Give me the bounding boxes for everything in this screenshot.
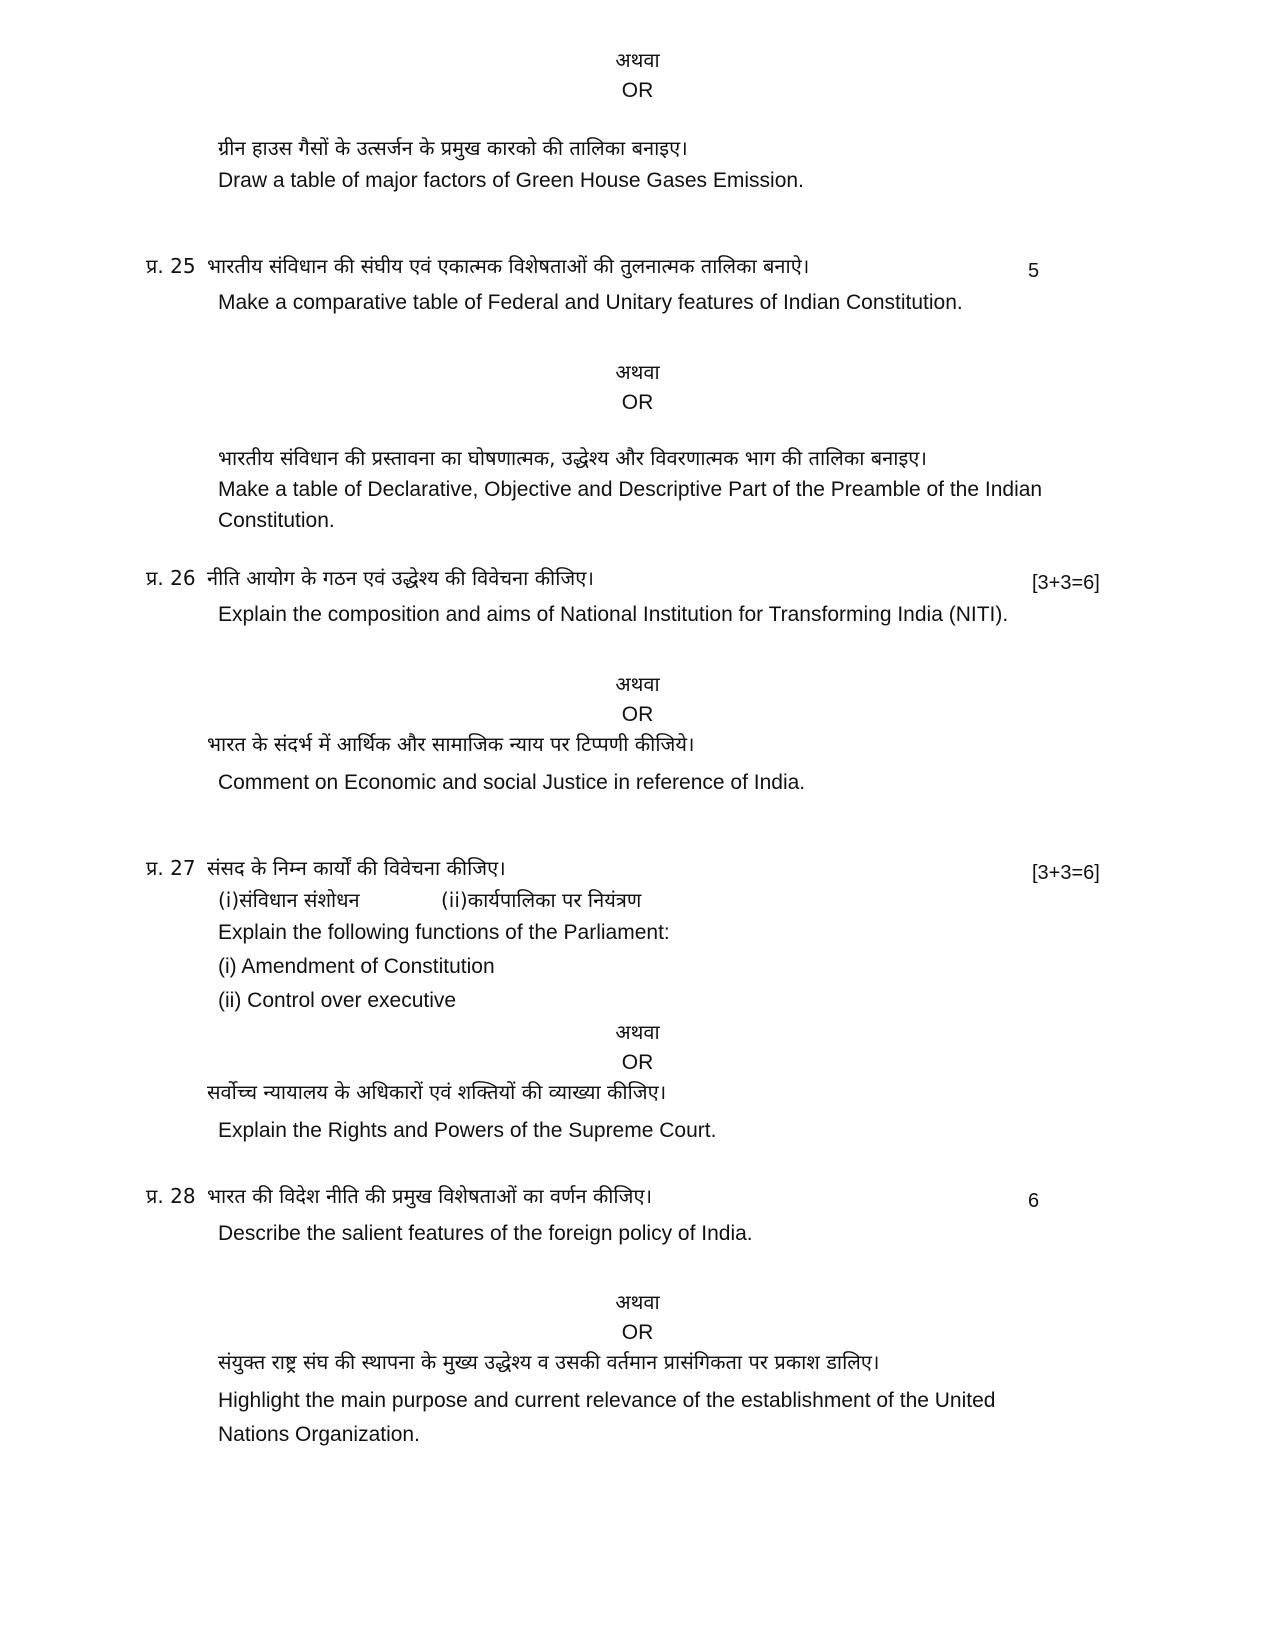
alternative-question-hindi: संयुक्त राष्ट्र संघ की स्थापना के मुख्य उद्धेश्य व उसकी वर्तमान प्रासंगिकता पर प्रकाश डालिए। (218, 1350, 880, 1374)
alternative-question-english-continued: Constitution. (218, 509, 335, 532)
or-divider-english: OR (621, 703, 654, 726)
alternative-question-hindi: भारतीय संविधान की प्रस्तावना का घोषणात्मक, उद्धेश्य और विवरणात्मक भाग की तालिका बनाइए। (218, 446, 927, 470)
alternative-question-english: Comment on Economic and social Justice in reference of India. (218, 771, 806, 794)
or-divider-english: OR (621, 79, 654, 102)
or-divider-hindi: अथवा (615, 1020, 660, 1044)
question-marks: [3+3=6] (1032, 572, 1100, 594)
or-divider-hindi: अथवा (615, 360, 660, 384)
sub-part-english-1: (i) Amendment of Constitution (218, 955, 495, 978)
or-divider-hindi: अथवा (615, 672, 660, 696)
question-marks: 5 (1028, 260, 1040, 282)
or-divider-english: OR (621, 1051, 654, 1074)
question-hindi: नीति आयोग के गठन एवं उद्धेश्य की विवेचना कीजिए। (207, 566, 594, 590)
alternative-question-hindi: भारत के संदर्भ में आर्थिक और सामाजिक न्याय पर टिप्पणी कीजिये। (207, 732, 695, 756)
question-english: Explain the composition and aims of National Institution for Transforming India (NITI). (218, 603, 1009, 626)
question-hindi: भारत की विदेश नीति की प्रमुख विशेषताओं का वर्णन कीजिए। (207, 1184, 653, 1208)
question-english: Explain the following functions of the Parliament: (218, 921, 670, 944)
question-marks: [3+3=6] (1032, 862, 1100, 884)
question-number: प्र. 27 (146, 856, 196, 880)
sub-part-english-2: (ii) Control over executive (218, 989, 457, 1012)
or-divider-hindi: अथवा (615, 1290, 660, 1314)
question-marks: 6 (1028, 1190, 1040, 1212)
sub-part-hindi-2: (ii)कार्यपालिका पर नियंत्रण (441, 888, 642, 912)
alternative-question-english: Make a table of Declarative, Objective and Descriptive Part of the Preamble of the Indian (218, 478, 1043, 501)
alternative-question-english-continued: Nations Organization. (218, 1423, 420, 1446)
question-number: प्र. 25 (146, 254, 196, 278)
question-english: Make a comparative table of Federal and Unitary features of Indian Constitution. (218, 291, 963, 314)
question-hindi: भारतीय संविधान की संघीय एवं एकात्मक विशेषताओं की तुलनात्मक तालिका बनाऐ। (207, 254, 810, 278)
question-number: प्र. 26 (146, 566, 196, 590)
or-divider-hindi: अथवा (615, 48, 660, 72)
question-english: Describe the salient features of the foreign policy of India. (218, 1222, 753, 1245)
alternative-question-english: Draw a table of major factors of Green House Gases Emission. (218, 169, 804, 192)
question-hindi: संसद के निम्न कार्यों की विवेचना कीजिए। (207, 856, 506, 880)
or-divider-english: OR (621, 391, 654, 414)
alternative-question-hindi: ग्रीन हाउस गैसों के उत्सर्जन के प्रमुख कारको की तालिका बनाइए। (218, 136, 688, 160)
sub-part-hindi-1: (i)संविधान संशोधन (218, 888, 360, 912)
alternative-question-english: Explain the Rights and Powers of the Supreme Court. (218, 1119, 717, 1142)
alternative-question-english: Highlight the main purpose and current relevance of the establishment of the United (218, 1389, 996, 1412)
alternative-question-hindi: सर्वोच्च न्यायालय के अधिकारों एवं शक्तियों की व्याख्या कीजिए। (207, 1080, 667, 1104)
question-number: प्र. 28 (146, 1184, 196, 1208)
or-divider-english: OR (621, 1321, 654, 1344)
